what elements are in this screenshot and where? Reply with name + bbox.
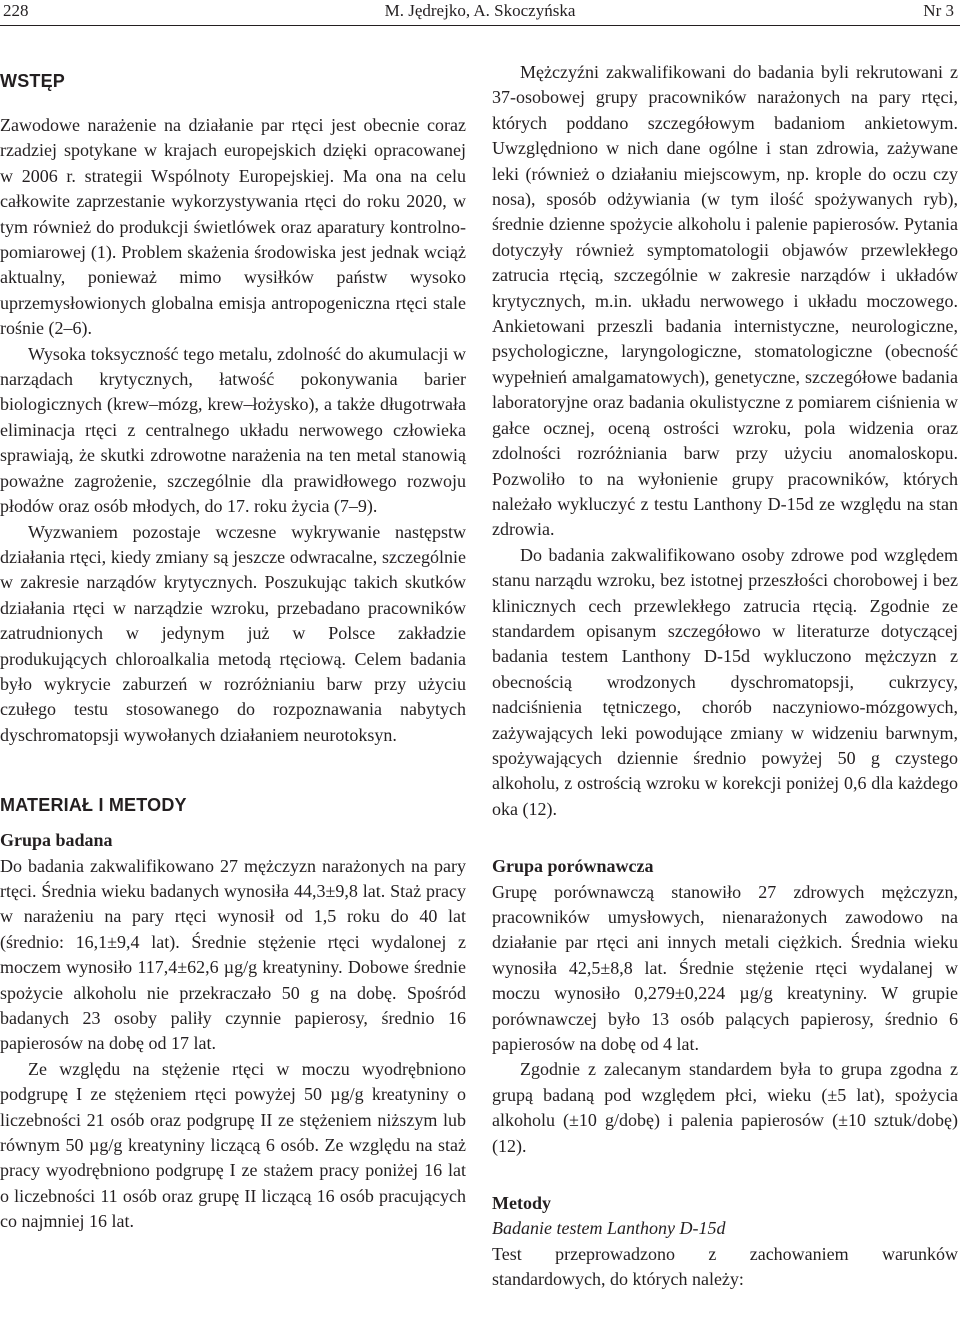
intro-paragraph-1: Zawodowe narażenie na działanie par rtęci jest obecnie coraz rzadziej spotykane w krajach europejskich dzięki opracowanej w 2006 r. strategii Wspólnoty Europejskiej. Ma ona na celu całkowite zaprzestanie wykorzystywania rtęci do roku 2020, w tym również do produkcji świetlówek oraz aparatury kontrolno-pomiarowej (1). Problem skażenia środowiska jest jednak wciąż aktualny, ponieważ mimo wysiłków państw wysoko uprzemysłowionych globalna emisja antropogeniczna rtęci stale rośnie (2–6). (0, 115, 466, 339)
subheading-methods: Metody (492, 1193, 551, 1214)
subheading-study-group: Grupa badana (0, 830, 113, 851)
running-head-authors: M. Jędrejko, A. Skoczyńska (384, 1, 576, 20)
subheading-comparison-group: Grupa porównawcza (492, 856, 654, 877)
header-rule (0, 25, 960, 26)
qualification-paragraph: Do badania zakwalifikowano osoby zdrowe pod względem stanu narządu wzroku, bez istotnej przeszłości chorobowej i bez klinicznych cech przewlekłego zatrucia rtęcią. Zgodnie ze standardem opisanym szczegółowo w literaturze dotyczącej badania testem Lanthony D-15d wykluczono mężczyzn z obecnością wrodzonych dyschromatopsji, cukrzycy, nadciśnienia tętniczego, chorób naczyniowo-mózgowych, zażywających leki powodujące zmiany w widzeniu barwnym, spożywających dziennie średnio powyżej 50 g czystego alkoholu, z ostrością wzroku w korekcji poniżej 0,6 dla każdego oka (12). (492, 544, 958, 819)
recruitment-paragraph: Mężczyźni zakwalifikowani do badania byli rekrutowani z 37-osobowej grupy pracowników narażonych na pary rtęci, których poddano szczegółowym badaniom ankietowym. Uwzględniono w nich dane ogólne i stan zdrowia, zażywane leki (również o działaniu miejscowym, np. krople do oczu czy nosa), sposób odżywiania (w tym ilość spożywanych ryb), średnie dzienne spożycie alkoholu i palenie papierosów. Pytania dotyczyły również symptomatologii objawów przewlekłego zatrucia rtęcią, szczególnie w zakresie narządów i układów krytycznych, m.in. układu nerwowego i układu moczowego. Ankietowani przeszli badania internistyczne, neurologiczne, psychologiczne, laryngologiczne, stomatologiczne (obecność wypełnień amalgamatowych), genetyczne, szczegółowe badania laboratoryjne oraz badania okulistyczne z pomiarem ciśnienia w gałce ocznej, oceną ostrości wzroku, pola widzenia oraz zdolności rozróżniania barw przy użyciu anomaloskopu. Pozwoliło to na wyłonienie grupy pracowników, których należało wykluczyć z testu Lanthony D-15d ze względu na stan zdrowia. (492, 62, 958, 540)
test-paragraph: Test przeprowadzono z zachowaniem warunków standardowych, do których należy: (492, 1243, 958, 1290)
running-head (0, 0, 960, 22)
section-heading-introduction: WSTĘP (0, 71, 66, 91)
left-column (0, 60, 466, 1235)
subheading-lanthony-test: Badanie testem Lanthony D-15d (492, 1218, 726, 1239)
section-heading-methods: MATERIAŁ I METODY (0, 795, 187, 816)
study-group-paragraph-2: Ze względu na stężenie rtęci w moczu wyodrębniono podgrupę I ze stężeniem rtęci powyżej 50 µg/g kreatyniny o liczebności 21 osób oraz podgrupę II ze stężeniem niższym lub równym 50 µg/g kreatyniny liczącą 6 osób. Ze względu na staż pracy wyodrębniono podgrupę I ze stażem pracy poniżej 16 lat o liczebności 11 osób oraz grupę II liczącą 16 osób pracujących co najmniej 16 lat. (0, 1058, 466, 1232)
right-column (492, 60, 958, 1293)
issue-number: Nr 3 (923, 1, 954, 20)
intro-paragraph-3: Wyzwaniem pozostaje wczesne wykrywanie następstw działania rtęci, kiedy zmiany są jeszcze odwracalne, szczególnie w zakresie narządów krytycznych. Poszukując takich skutków działania rtęci w narządzie wzroku, przebadano pracowników zatrudnionych w jedynym już w Polsce zakładzie produkujących chloroalkalia metodą rtęciową. Celem badania było wykrycie zaburzeń w rozróżnianiu barw przy użyciu czułego testu stosowanego do rozpoznawania nabytych dyschromatopsji wywołanych działaniem neurotoksyn. (0, 521, 466, 745)
comparison-paragraph-2: Zgodnie z zalecanym standardem była to grupa zgodna z grupą badaną pod względem płci, wieku (±5 lat), spożycia alkoholu (±10 g/dobę) i palenia papierosów (±10 sztuk/dobę) (12). (492, 1059, 958, 1156)
intro-paragraph-2: Wysoka toksyczność tego metalu, zdolność do akumulacji w narządach krytycznych, łatwość pokonywania barier biologicznych (krew–mózg, krew–łożysko), a także długotrwała eliminacja rtęci z centralnego układu nerwowego człowieka sprawiają, że skutki zdrowotne narażenia na ten metal stanowią poważne zagrożenie, szczególnie dla prawidłowego rozwoju płodów oraz osób młodych, do 17. roku życia (7–9). (0, 343, 466, 517)
comparison-paragraph-1: Grupę porównawczą stanowiło 27 zdrowych mężczyzn, pracowników umysłowych, nienarażonych zawodowo na działanie par rtęci ani innych metali ciężkich. Średnia wieku wynosiła 42,5±8,8 lat. Średnie stężenie rtęci wydalanej w moczu wynosiło 0,279±0,224 µg/g kreatyniny. W grupie porównawczej było 13 osób palących papierosy, średnio 6 papierosów na dobę od 4 lat. (492, 881, 958, 1055)
study-group-paragraph-1: Do badania zakwalifikowano 27 mężczyzn narażonych na pary rtęci. Średnia wieku badanych wynosiła 44,3±9,8 lat. Staż pracy w narażeniu na pary rtęci wynosił od 1,5 roku do 40 lat (średnio: 16,1±9,4 lat). Średnie stężenie rtęci wydalonej z moczem wynosiło 117,4±62,6 µg/g kreatyniny. Dobowe średnie spożycie alkoholu nie przekraczało 50 g na dobę. Spośród badanych 23 osoby paliły czynnie papierosy, średnio 16 papierosów na dobę od 17 lat. (0, 855, 466, 1054)
page-number: 228 (3, 1, 29, 20)
